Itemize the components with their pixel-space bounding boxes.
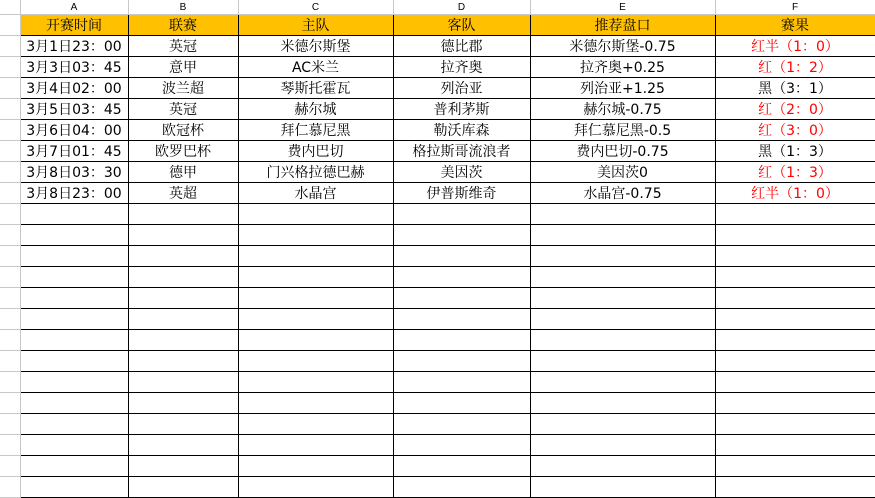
row-header[interactable]	[0, 309, 20, 330]
empty-cell[interactable]	[128, 204, 238, 225]
empty-cell[interactable]	[715, 288, 875, 309]
grid-body	[0, 15, 875, 498]
row-header[interactable]	[0, 162, 20, 183]
cell-time[interactable]: 3月6日04：00	[20, 120, 128, 141]
empty-cell[interactable]	[715, 351, 875, 372]
empty-cell[interactable]	[20, 309, 128, 330]
cell-result[interactable]: 红（1：2）	[715, 57, 875, 78]
empty-cell[interactable]	[20, 246, 128, 267]
empty-row	[0, 309, 875, 330]
table-row	[0, 36, 875, 57]
row-header[interactable]	[0, 267, 20, 288]
cell-pick[interactable]: 美因茨0	[530, 162, 715, 183]
cell-league[interactable]: 英冠	[128, 36, 238, 57]
table-row	[0, 141, 875, 162]
empty-row	[0, 456, 875, 477]
empty-row	[0, 246, 875, 267]
empty-cell[interactable]	[128, 351, 238, 372]
empty-cell[interactable]	[715, 267, 875, 288]
cell-result[interactable]: 红半（1：0）	[715, 36, 875, 57]
empty-cell[interactable]	[530, 288, 715, 309]
empty-cell[interactable]	[715, 309, 875, 330]
empty-cell[interactable]	[530, 393, 715, 414]
empty-cell[interactable]	[238, 393, 393, 414]
empty-cell[interactable]	[530, 204, 715, 225]
empty-cell[interactable]	[530, 456, 715, 477]
cell-home[interactable]: 赫尔城	[238, 99, 393, 120]
empty-cell[interactable]	[715, 246, 875, 267]
table-row	[0, 99, 875, 120]
empty-cell[interactable]	[393, 330, 530, 351]
table-row	[0, 120, 875, 141]
empty-cell[interactable]	[20, 456, 128, 477]
row-header[interactable]	[0, 15, 20, 36]
empty-cell[interactable]	[530, 246, 715, 267]
cell-pick[interactable]: 列治亚+1.25	[530, 78, 715, 99]
empty-cell[interactable]	[128, 309, 238, 330]
empty-cell[interactable]	[530, 267, 715, 288]
empty-cell[interactable]	[238, 351, 393, 372]
empty-cell[interactable]	[393, 372, 530, 393]
empty-cell[interactable]	[238, 330, 393, 351]
cell-league[interactable]: 英冠	[128, 99, 238, 120]
empty-cell[interactable]	[20, 330, 128, 351]
empty-cell[interactable]	[530, 330, 715, 351]
cell-league[interactable]: 德甲	[128, 162, 238, 183]
empty-cell[interactable]	[20, 414, 128, 435]
empty-cell[interactable]	[128, 246, 238, 267]
cell-league[interactable]: 英超	[128, 183, 238, 204]
empty-cell[interactable]	[128, 225, 238, 246]
row-header[interactable]	[0, 99, 20, 120]
table-row	[0, 57, 875, 78]
empty-cell[interactable]	[530, 309, 715, 330]
empty-cell[interactable]	[128, 372, 238, 393]
cell-result[interactable]: 红（2：0）	[715, 99, 875, 120]
empty-cell[interactable]	[20, 288, 128, 309]
header-cell-pick[interactable]: 推荐盘口	[530, 15, 715, 36]
row-header[interactable]	[0, 330, 20, 351]
cell-pick[interactable]: 费内巴切-0.75	[530, 141, 715, 162]
empty-cell[interactable]	[128, 477, 238, 498]
header-cell-time[interactable]: 开赛时间	[20, 15, 128, 36]
empty-cell[interactable]	[715, 393, 875, 414]
column-header-row	[0, 0, 875, 15]
empty-cell[interactable]	[715, 225, 875, 246]
row-header[interactable]	[0, 57, 20, 78]
empty-cell[interactable]	[128, 288, 238, 309]
empty-cell[interactable]	[530, 435, 715, 456]
empty-cell[interactable]	[393, 393, 530, 414]
cell-league[interactable]: 意甲	[128, 57, 238, 78]
empty-cell[interactable]	[393, 225, 530, 246]
row-header[interactable]	[0, 120, 20, 141]
empty-cell[interactable]	[393, 246, 530, 267]
cell-time[interactable]: 3月3日03：45	[20, 57, 128, 78]
empty-row	[0, 477, 875, 498]
empty-cell[interactable]	[20, 204, 128, 225]
empty-cell[interactable]	[393, 288, 530, 309]
row-header[interactable]	[0, 351, 20, 372]
cell-home[interactable]: 琴斯托霍瓦	[238, 78, 393, 99]
cell-league[interactable]: 波兰超	[128, 78, 238, 99]
cell-pick[interactable]: 赫尔城-0.75	[530, 99, 715, 120]
row-header[interactable]	[0, 435, 20, 456]
row-header[interactable]	[0, 36, 20, 57]
cell-home[interactable]: 水晶宫	[238, 183, 393, 204]
empty-cell[interactable]	[393, 435, 530, 456]
empty-row	[0, 267, 875, 288]
empty-cell[interactable]	[715, 204, 875, 225]
cell-away[interactable]: 伊普斯维奇	[393, 183, 530, 204]
cell-home[interactable]: 米德尔斯堡	[238, 36, 393, 57]
empty-cell[interactable]	[128, 456, 238, 477]
empty-cell[interactable]	[530, 477, 715, 498]
empty-cell[interactable]	[393, 456, 530, 477]
empty-cell[interactable]	[20, 372, 128, 393]
row-header[interactable]	[0, 414, 20, 435]
table-row	[0, 162, 875, 183]
empty-cell[interactable]	[20, 267, 128, 288]
cell-league[interactable]: 欧冠杯	[128, 120, 238, 141]
empty-cell[interactable]	[238, 267, 393, 288]
empty-cell[interactable]	[393, 477, 530, 498]
row-header[interactable]	[0, 393, 20, 414]
grid-corner[interactable]	[0, 0, 20, 15]
cell-time[interactable]: 3月1日23：00	[20, 36, 128, 57]
empty-cell[interactable]	[530, 372, 715, 393]
cell-pick[interactable]: 拜仁慕尼黑-0.5	[530, 120, 715, 141]
empty-cell[interactable]	[238, 204, 393, 225]
empty-cell[interactable]	[393, 414, 530, 435]
cell-time[interactable]: 3月8日03：30	[20, 162, 128, 183]
cell-time[interactable]: 3月7日01：45	[20, 141, 128, 162]
header-cell-away[interactable]: 客队	[393, 15, 530, 36]
row-header[interactable]	[0, 141, 20, 162]
cell-time[interactable]: 3月8日23：00	[20, 183, 128, 204]
empty-cell[interactable]	[393, 204, 530, 225]
empty-cell[interactable]	[238, 309, 393, 330]
empty-cell[interactable]	[128, 267, 238, 288]
empty-cell[interactable]	[128, 435, 238, 456]
cell-away[interactable]: 德比郡	[393, 36, 530, 57]
empty-cell[interactable]	[128, 414, 238, 435]
empty-row	[0, 393, 875, 414]
table-row	[0, 183, 875, 204]
cell-result[interactable]: 黑（1：3）	[715, 141, 875, 162]
empty-cell[interactable]	[20, 351, 128, 372]
row-header[interactable]	[0, 372, 20, 393]
column-header-b[interactable]: B	[128, 0, 238, 15]
empty-cell[interactable]	[715, 414, 875, 435]
cell-result[interactable]: 红半（1：0）	[715, 183, 875, 204]
empty-cell[interactable]	[238, 246, 393, 267]
cell-time[interactable]: 3月5日03：45	[20, 99, 128, 120]
empty-cell[interactable]	[20, 225, 128, 246]
empty-cell[interactable]	[20, 477, 128, 498]
empty-cell[interactable]	[530, 414, 715, 435]
header-cell-home[interactable]: 主队	[238, 15, 393, 36]
cell-away[interactable]: 美因茨	[393, 162, 530, 183]
header-cell-league[interactable]: 联赛	[128, 15, 238, 36]
row-header[interactable]	[0, 288, 20, 309]
empty-row	[0, 372, 875, 393]
column-header-a[interactable]: A	[20, 0, 128, 15]
empty-cell[interactable]	[238, 288, 393, 309]
table-row	[0, 78, 875, 99]
empty-cell[interactable]	[715, 372, 875, 393]
empty-cell[interactable]	[715, 477, 875, 498]
empty-cell[interactable]	[238, 372, 393, 393]
empty-row	[0, 204, 875, 225]
empty-cell[interactable]	[128, 330, 238, 351]
empty-cell[interactable]	[715, 435, 875, 456]
empty-row	[0, 225, 875, 246]
cell-pick[interactable]: 米德尔斯堡-0.75	[530, 36, 715, 57]
cell-away[interactable]: 格拉斯哥流浪者	[393, 141, 530, 162]
cell-home[interactable]: AC米兰	[238, 57, 393, 78]
row-header[interactable]	[0, 246, 20, 267]
cell-home[interactable]: 费内巴切	[238, 141, 393, 162]
empty-cell[interactable]	[20, 435, 128, 456]
cell-result[interactable]: 红（3：0）	[715, 120, 875, 141]
cell-away[interactable]: 普利茅斯	[393, 99, 530, 120]
empty-cell[interactable]	[393, 267, 530, 288]
empty-cell[interactable]	[20, 393, 128, 414]
empty-cell[interactable]	[715, 456, 875, 477]
empty-cell[interactable]	[238, 477, 393, 498]
header-cell-result[interactable]: 赛果	[715, 15, 875, 36]
column-header-d[interactable]: D	[393, 0, 530, 15]
empty-cell[interactable]	[128, 393, 238, 414]
row-header[interactable]	[0, 456, 20, 477]
empty-row	[0, 330, 875, 351]
empty-cell[interactable]	[238, 225, 393, 246]
column-header-c[interactable]: C	[238, 0, 393, 15]
empty-row	[0, 435, 875, 456]
empty-row	[0, 288, 875, 309]
empty-cell[interactable]	[238, 456, 393, 477]
row-header[interactable]	[0, 225, 20, 246]
row-header[interactable]	[0, 183, 20, 204]
cell-home[interactable]: 门兴格拉德巴赫	[238, 162, 393, 183]
cell-away[interactable]: 拉齐奥	[393, 57, 530, 78]
cell-result[interactable]: 黑（3：1）	[715, 78, 875, 99]
table-header-row	[0, 15, 875, 36]
cell-time[interactable]: 3月4日02：00	[20, 78, 128, 99]
cell-league[interactable]: 欧罗巴杯	[128, 141, 238, 162]
empty-cell[interactable]	[530, 225, 715, 246]
empty-cell[interactable]	[715, 330, 875, 351]
empty-cell[interactable]	[393, 351, 530, 372]
cell-away[interactable]: 勒沃库森	[393, 120, 530, 141]
empty-row	[0, 414, 875, 435]
column-header-f[interactable]: F	[715, 0, 875, 15]
empty-row	[0, 351, 875, 372]
cell-away[interactable]: 列治亚	[393, 78, 530, 99]
row-header[interactable]	[0, 78, 20, 99]
empty-cell[interactable]	[530, 351, 715, 372]
cell-pick[interactable]: 水晶宫-0.75	[530, 183, 715, 204]
cell-result[interactable]: 红（1：3）	[715, 162, 875, 183]
cell-home[interactable]: 拜仁慕尼黑	[238, 120, 393, 141]
row-header[interactable]	[0, 204, 20, 225]
column-header-e[interactable]: E	[530, 0, 715, 15]
empty-cell[interactable]	[238, 435, 393, 456]
empty-cell[interactable]	[393, 309, 530, 330]
empty-cell[interactable]	[238, 414, 393, 435]
row-header[interactable]	[0, 477, 20, 498]
cell-pick[interactable]: 拉齐奥+0.25	[530, 57, 715, 78]
